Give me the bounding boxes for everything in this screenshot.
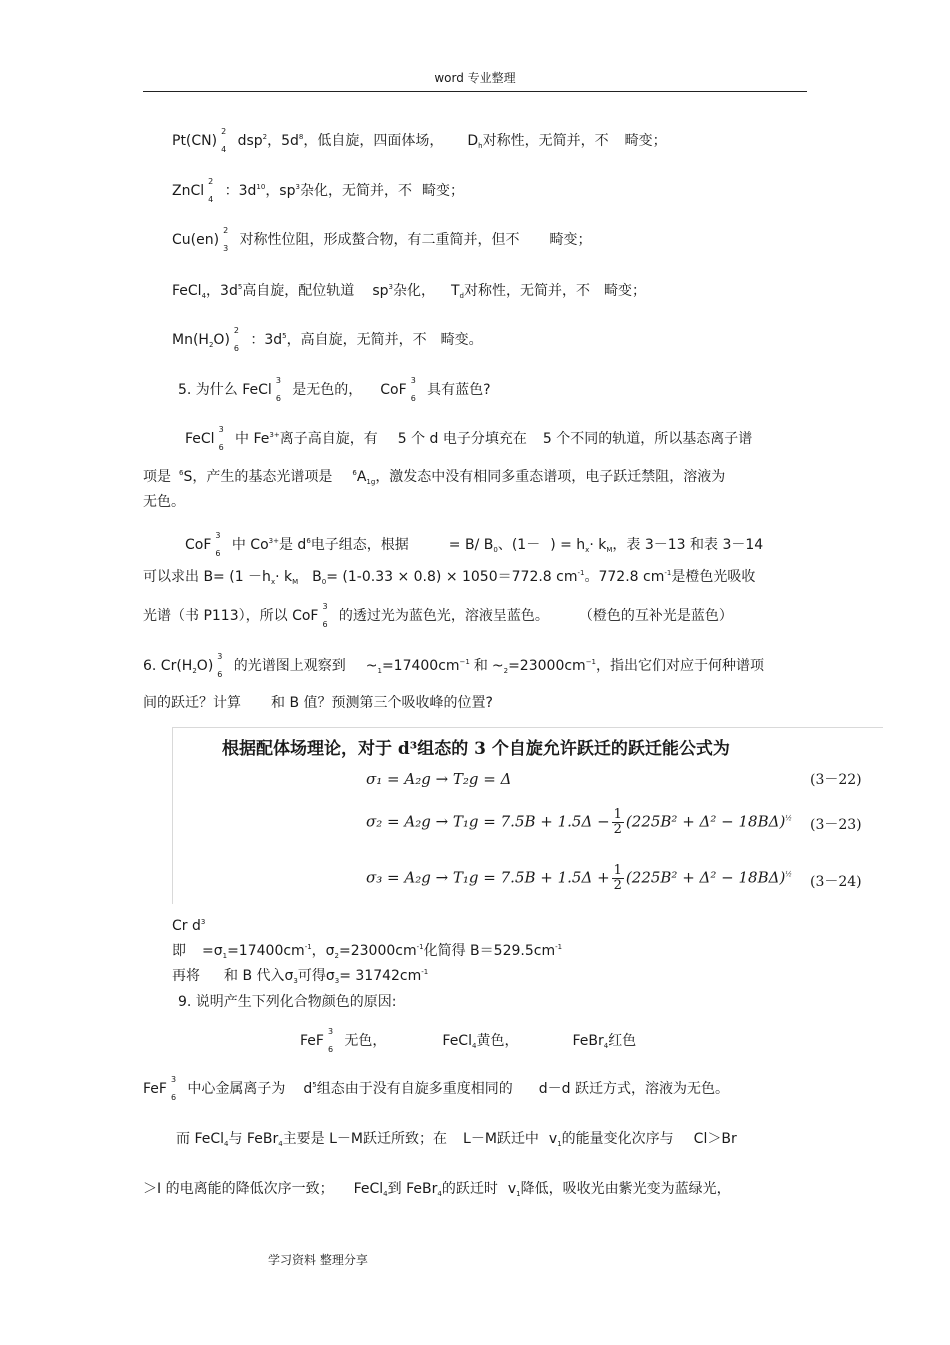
header-rule <box>143 91 807 92</box>
formula-eq-2-number: (3－23) <box>810 817 862 833</box>
answer-5-line-2: 项是 $^6$S，产生的基态光谱项是 $^6A_{1g}$，激发态中没有相同多重态谱项，电子跃迁禁阻，溶液为 <box>143 469 726 486</box>
compounds-line: FeF 3 6 无色， FeCl$_4$黄色， FeBr$_4$红色 <box>300 1027 637 1054</box>
question-6-line-1: 6. $Cr(H_2O)$ 3 6 的光谱图上观察到 $\sim_1=17400cm^{-1}$ 和 $\sim_2=23000cm^{-1}$，指出它们对应于何种谱项 <box>143 652 765 679</box>
answer-9-line-3: ＞I 的电离能的降低次序一致； FeCl$_4$到 FeBr$_4$的跃迁时 $v_1$降低，吸收光由紫光变为蓝绿光， <box>143 1181 731 1198</box>
answer-5-line-5: 可以求出 $B= (1 -h_x\cdot k_M$ $B_0= (1-0.33 \times 0.8) \times 1050=772.8$ $cm^{-1}$。772.8 $cm^{-1}$是橙色光吸收 <box>143 569 756 586</box>
page-footer: 学习资料 整理分享 <box>268 1253 368 1267</box>
formula-eq-1: σ₁ = A₂g → T₂g = Δ <box>366 770 512 788</box>
answer-5-line-4: CoF 3 6 中 $Co^{3+}$是 $d^6$电子组态，根据 = B/ $B_0$、(1－ ) = $h_x\cdot k_M$，表 3－13 和表 3－14 <box>185 531 764 558</box>
calc-line-1: 即 $=\sigma_1=17400cm^{-1}$，$\sigma_2=23000cm^{-1}$化简得 $B=529.5cm^{-1}$ <box>172 943 563 960</box>
formula-eq-3-number: (3－24) <box>810 874 862 890</box>
formula-eq-3: σ₃ = A₂g → T₁g = 7.5B + 1.5Δ + $\frac{1}{2}$ $(225B^2 + \Delta^2 - 18B\Delta)^{\frac{1}{2}}$ <box>366 863 793 893</box>
line-zncl: ZnCl 2 4 ：$3d^{10}$，$sp^3$杂化，无简并，不 畸变； <box>172 177 464 204</box>
formula-eq-2: σ₂ = A₂g → T₁g = 7.5B + 1.5Δ − $\frac{1}{2}$ $(225B^2 + \Delta^2 - 18B\Delta)^{\frac{1}{2}}$ <box>366 807 793 837</box>
answer-5-line-1: FeCl 3 6 中 $Fe^{3+}$离子高自旋，有 5 个 d 电子分填充在 5 个不同的轨道，所以基态离子谱 <box>185 425 753 452</box>
answer-9-line-2: 而 FeCl$_4$与 FeBr$_4$主要是 L－M跃迁所致；在 L－M跃迁中 $v_1$的能量变化次序与 Cl＞Br <box>176 1131 737 1148</box>
line-ptcn: Pt(CN) 2 4 dsp$^2$，$5d^8$，低自旋，四面体场， $D_h$对称性，无简并，不 畸变； <box>172 127 667 154</box>
answer-9-line-1: FeF 3 6 中心金属离子为 $d^5$组态由于没有自旋多重度相同的 d－d 跃迁方式，溶液为无色。 <box>143 1075 729 1102</box>
line-cuen: Cu(en) 2 3 对称性位阻，形成螯合物，有二重简并，但不 畸变； <box>172 226 592 253</box>
question-9: 9. 说明产生下列化合物颜色的原因: <box>178 994 397 1010</box>
cr-d3-label: Cr $d^3$ <box>172 918 206 934</box>
page-header: word 专业整理 <box>434 71 516 85</box>
line-fecl4: FeCl$_4$，$3d^5$高自旋，配位轨道 $sp^3$杂化， $T_d$对称性，无简并，不 畸变； <box>172 283 646 300</box>
line-mnh2o: $Mn(H_2O)$ 2 6 ：$3d^5$，高自旋，无简并，不 畸变。 <box>172 326 483 353</box>
question-6-line-2: 间的跃迁？计算 和 B 值？预测第三个吸收峰的位置? <box>143 695 493 711</box>
answer-5-line-3: 无色。 <box>143 494 185 510</box>
formula-title: 根据配体场理论，对于 d³组态的 3 个自旋允许跃迁的跃迁能公式为 <box>222 739 730 759</box>
calc-line-2: 再将 和 B 代入$\sigma_3$可得$\sigma_3= 31742cm^{-1}$ <box>172 968 429 985</box>
answer-5-line-6: 光谱（书 P113），所以 CoF 3 6 的透过光为蓝色光，溶液呈蓝色。 （橙色的互补光是蓝色） <box>143 602 733 629</box>
question-5: 5. 为什么 FeCl 3 6 是无色的， CoF 3 6 具有蓝色? <box>178 376 491 403</box>
formula-eq-1-number: (3－22) <box>810 772 862 788</box>
